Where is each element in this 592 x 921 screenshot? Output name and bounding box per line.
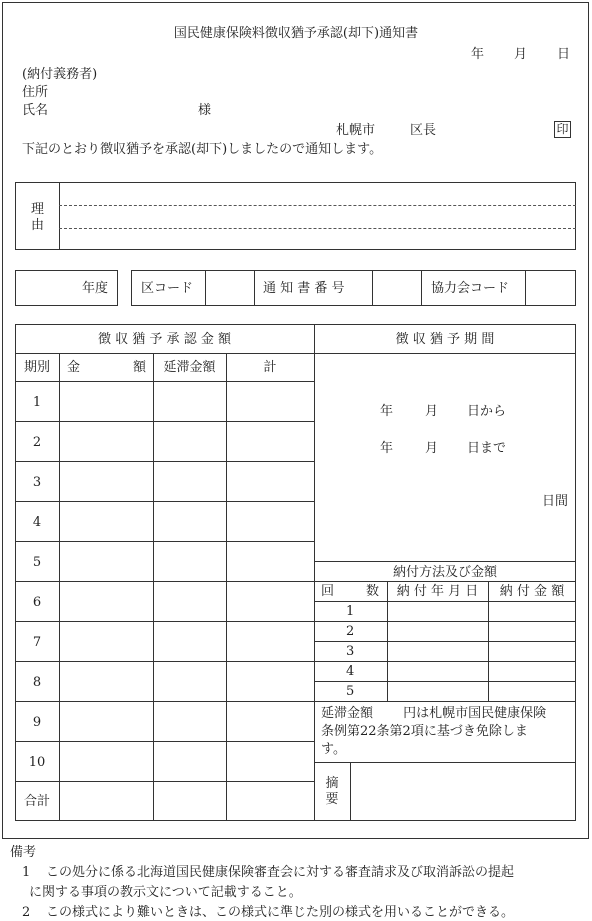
date-day-label: 日 [557,47,571,62]
col-amount-a: 金 [67,360,81,375]
period-row-number: 7 [32,635,42,650]
exemption-text-2: 条例第22条第2項に基づき免除しま [321,724,528,739]
notice-number-label: 通 知 書 番 号 [263,281,345,296]
to-year: 年 [380,441,394,456]
from-month: 月 [425,404,439,419]
col-payment-amount: 納 付 金 額 [499,584,565,599]
period-row-number: 10 [28,755,46,770]
reason-label-2: 由 [31,218,45,233]
col-period: 期別 [23,360,50,375]
fiscal-year-label: 年度 [82,281,109,296]
period-title: 徴 収 猶 予 期 間 [395,332,495,347]
period-row-number: 3 [32,475,42,490]
ward-chief-label: 区長 [410,123,437,138]
period-row-number: 1 [32,395,42,410]
remark-1-text-cont: に関する事項の教示文について記載すること。 [29,885,302,900]
code-box [131,270,576,306]
reason-box [15,182,576,250]
remark-1-text: この処分に係る北海道国民健康保険審査会に対する審査請求及び取消訴訟の提起 [46,865,515,880]
from-day: 日から [467,404,507,419]
name-label: 氏名 [22,103,49,118]
remark-2-number: 2 [22,905,31,920]
payment-row-number: 4 [346,664,355,679]
period-row-number: 9 [32,715,42,730]
notice-text: 下記のとおり徴収猶予を承認(却下)しましたので通知します。 [22,142,383,157]
summary-label-1: 摘 [325,776,339,791]
days-label: 日間 [542,494,569,509]
reason-line-2 [59,228,576,229]
payment-row-number: 1 [346,604,355,619]
period-row-number: 4 [32,515,42,530]
residence-label: 住所 [22,85,49,100]
payment-row-number: 3 [346,644,355,659]
exemption-text-3: す。 [321,742,346,757]
period-row-number: 5 [32,555,42,570]
assoc-code-label: 協力会コード [431,281,510,296]
col-total: 計 [263,360,277,375]
to-day: 日まで [467,441,507,456]
city-label: 札幌市 [336,123,376,138]
reason-label-1: 理 [31,202,45,217]
honorific-label: 様 [198,103,212,118]
date-month-label: 月 [514,47,528,62]
document-title: 国民健康保険料徴収猶予承認(却下)通知書 [173,26,419,41]
from-year: 年 [380,404,394,419]
amount-table-title: 徴 収 猶 予 承 認 金 額 [98,332,231,347]
col-count-b: 数 [366,584,380,599]
exemption-text-1: 延滞金額 円は札幌市国民健康保険 [321,706,547,721]
col-count-a: 回 [321,584,335,599]
payment-row-number: 5 [346,684,355,699]
reason-line-1 [59,205,576,206]
remark-2-text: この様式により難いときは、この様式に準じた別の様式を用いることができる。 [46,905,515,920]
period-row-number: 8 [32,675,42,690]
seal-mark: 印 [554,121,571,138]
total-row-label: 合計 [23,794,50,809]
date-year-label: 年 [471,47,485,62]
remark-1-number: 1 [22,865,31,880]
ward-code-label: 区コード [141,281,194,296]
remarks-title: 備考 [10,845,37,860]
summary-label-2: 要 [325,792,339,807]
obligor-label: (納付義務者) [22,67,98,82]
to-month: 月 [425,441,439,456]
col-amount-b: 額 [133,360,147,375]
period-row-number: 6 [32,595,42,610]
payment-title: 納付方法及び金額 [392,565,497,580]
period-row-number: 2 [32,435,42,450]
payment-row-number: 2 [346,624,355,639]
col-late-fee: 延滞金額 [163,360,216,375]
col-payment-date: 納 付 年 月 日 [396,584,479,599]
